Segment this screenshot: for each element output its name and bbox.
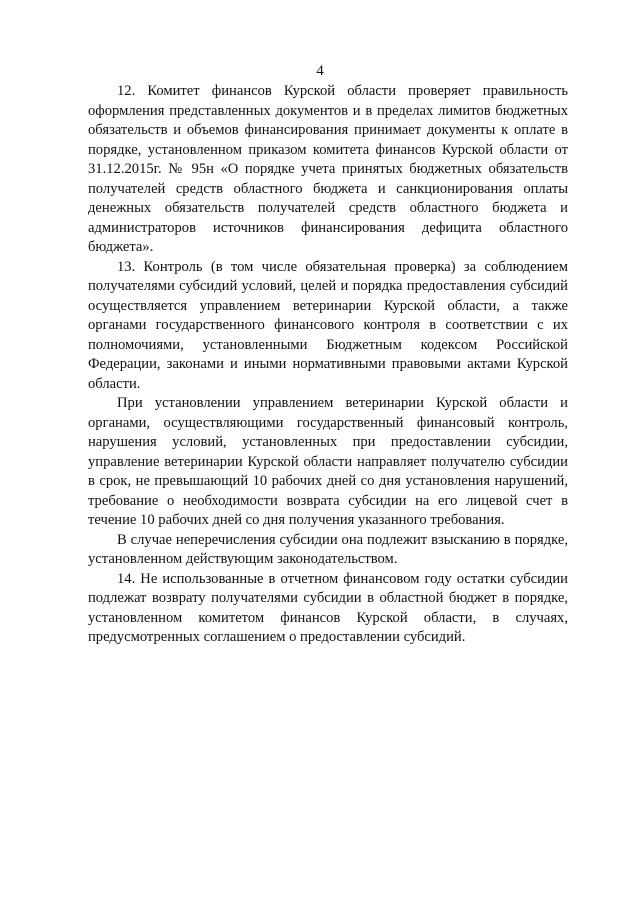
paragraph-13: 13. Контроль (в том числе обязательная проверка) за соблюдением получателями субсидий условий, целей и порядка предоставления субсидий осуществляется управлением ветеринарии Курской области, а также органами государственного финансового контроля в соответствии с их полномочиями, установленными Бюджетным кодексом Российской Федерации, законами и иными нормативными правовыми актами Курской области. (88, 258, 568, 392)
paragraph-violation-procedure: При установлении управлением ветеринарии Курской области и органами, осуществляющими государственный финансовый контроль, нарушения условий, установленных при предоставлении субсидии, управление ветеринарии Курской области направляет получателю субсидии в срок, не превышающий 10 рабочих дней со дня установления нарушений, требование о необходимости возврата субсидии на его лицевой счет в течение 10 рабочих дней со дня получения указанного требования. (88, 395, 568, 528)
page-number: 4 (316, 63, 324, 79)
paragraph-14: 14. Не использованные в отчетном финансовом году остатки субсидии подлежат возврату получателями субсидии в областной бюджет в порядке, установленном комитетом финансов Курской области, в случаях, предусмотренных соглашением о предоставлении субсидий. (88, 570, 568, 645)
paragraph-12: 12. Комитет финансов Курской области проверяет правильность оформления представленных документов и в пределах лимитов бюджетных обязательств и объемов финансирования принимает документы к оплате в порядке, установленном приказом комитета финансов Курской области от 31.12.2015г. № 95н «О порядке учета принятых бюджетных обязательств получателей средств областного бюджета и санкционирования оплаты денежных обязательств получателей средств областного бюджета и администраторов источников финансирования дефицита областного бюджета». (88, 83, 568, 255)
paragraph-recovery: В случае неперечисления субсидии она подлежит взысканию в порядке, установленном действующим законодательством. (88, 531, 568, 567)
document-body (88, 82, 568, 648)
